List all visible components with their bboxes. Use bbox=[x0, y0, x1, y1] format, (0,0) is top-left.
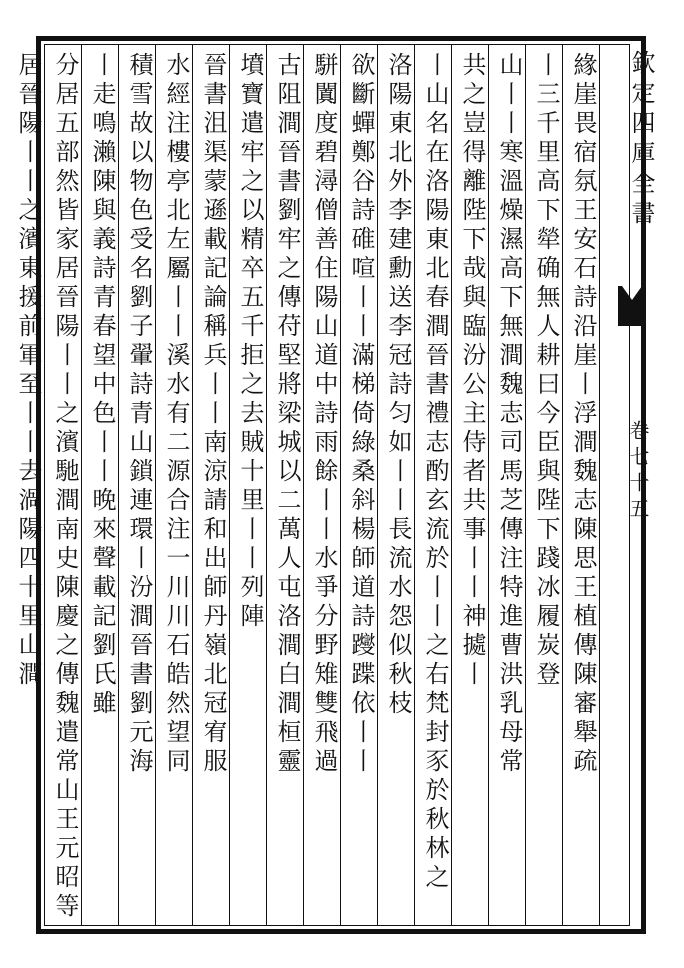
text-column: 丨三千里高下犖确無人耕曰今臣與陛下踐冰履炭登 bbox=[532, 52, 560, 690]
text-column: 水經注樓亭北左屬丨丨溪水有二源合注一川川石皓然望同 bbox=[162, 52, 190, 777]
text-column: 駢闐度碧潯僧善住陽山道中詩雨餘丨丨水爭分野雉雙飛過 bbox=[310, 52, 338, 777]
text-column: 居晉陽丨丨之濱東援前軍至丨丨去渦陽四十里山澗 bbox=[14, 52, 42, 690]
fish-tail-mark-icon bbox=[618, 286, 646, 326]
text-column: 晉書沮渠蒙遜載記論稱兵丨丨南涼請和出師丹嶺北冠宥服 bbox=[199, 52, 227, 777]
text-column: 墳寶遣牢之以精卒五千拒之去賊十里丨丨列陣 bbox=[236, 52, 264, 632]
text-column: 分居五部然皆家居晉陽丨丨之濱馳澗南史陳慶之傳魏遣常山王元昭等 bbox=[51, 52, 79, 922]
text-column: 欲斷蟬鄭谷詩碓喧丨丨滿梯倚綠桑斜楊師道詩躞蹀依丨丨 bbox=[347, 52, 375, 777]
volume-label: 卷七十五 bbox=[626, 420, 650, 524]
text-column: 緣崖畏宿氛王安石詩沿崖丨浮澗魏志陳思王植傳陳審舉疏 bbox=[569, 52, 597, 777]
text-column: 洛陽東北外李建勳送李冠詩匀如丨丨長流水怨似秋枝 bbox=[384, 52, 412, 719]
book-title: 欽定四庫全書 bbox=[627, 50, 655, 230]
text-column: 丨山名在洛陽東北春澗晉書禮志酌玄流於丨丨之右梵封豕於秋林之 bbox=[421, 52, 449, 893]
text-column: 古阻澗晉書劉牢之傳苻堅將梁城以二萬人屯洛澗白澗桓靈 bbox=[273, 52, 301, 777]
text-column: 山丨丨寒溫燥濕高下無澗魏志司馬芝傳注特進曹洪乳母常 bbox=[495, 52, 523, 777]
text-column: 丨走鳴瀨陳與義詩青春望中色丨丨晚來聲載記劉氏雖 bbox=[88, 52, 116, 719]
text-column: 共之豈得離陛下哉與臨汾公主侍者共事丨丨神㨿丨 bbox=[458, 52, 486, 690]
text-column: 積雪故以物色受名劉子翬詩青山鎖連環丨汾澗晉書劉元海 bbox=[125, 52, 153, 777]
